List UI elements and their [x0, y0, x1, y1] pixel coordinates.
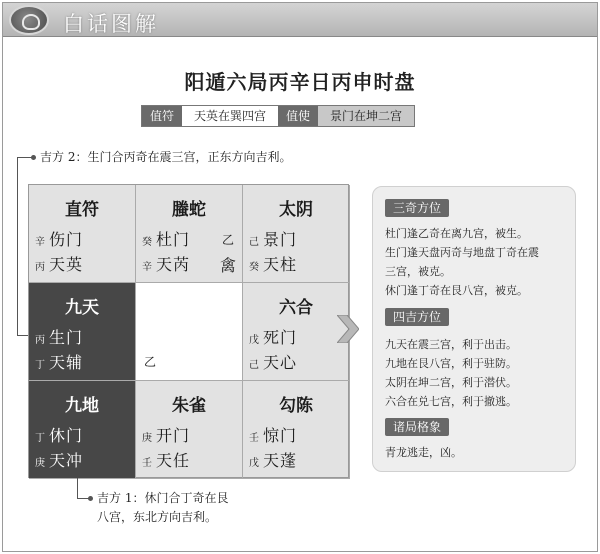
palace-cell-5 [136, 283, 243, 381]
earth-stem: 戊 [249, 458, 259, 469]
palace-cell-9 [243, 381, 350, 479]
palace-deity: 九天 [65, 298, 99, 318]
star: 天任 [156, 451, 191, 470]
star: 天柱 [263, 255, 298, 274]
panel-line: 杜门逢乙奇在离九宫，被生。 [385, 227, 528, 240]
heaven-stem: 己 [249, 237, 259, 248]
analysis-panel [372, 186, 576, 472]
palace-cell-4 [29, 283, 136, 381]
panel-line: 休门逢丁奇在艮八宫，被克。 [385, 284, 528, 297]
panel-line: 生门逢天盘丙奇与地盘丁奇在震 [385, 246, 539, 259]
palace-cell-3 [243, 185, 350, 283]
earth-stem: 丁 [35, 360, 45, 371]
palace-cell-8 [136, 381, 243, 479]
heaven-stem: 丁 [35, 433, 45, 444]
heaven-stem: 壬 [249, 433, 259, 444]
arrow-right-icon [337, 315, 359, 343]
panel-line: 青龙逃走，凶。 [385, 446, 462, 459]
door: 休门 [49, 426, 84, 445]
star: 天芮 [156, 255, 191, 274]
zhifu-label: 值符 [142, 106, 182, 126]
door: 惊门 [263, 426, 298, 445]
panel-line: 六合在兑七宫，利于撤逃。 [385, 395, 517, 408]
logo-icon [9, 5, 49, 35]
palace-cell-2 [136, 185, 243, 283]
star: 天辅 [49, 353, 84, 372]
door: 杜门 [156, 230, 191, 249]
earth-stem: 辛 [142, 262, 152, 273]
palace-cell-1 [29, 185, 136, 283]
door: 死门 [263, 328, 298, 347]
panel-line: 九天在震三宫，利于出击。 [385, 338, 517, 351]
door: 开门 [156, 426, 191, 445]
zhishi-value: 景门在坤二宫 [318, 106, 414, 126]
earth-stem: 壬 [142, 458, 152, 469]
heaven-stem: 丙 [35, 335, 45, 346]
info-bar [141, 105, 415, 127]
leader-line-top-v [17, 157, 18, 335]
note-bottom-line2: 八宫，东北方向吉利。 [97, 510, 218, 524]
palace-cell-7 [29, 381, 136, 479]
panel-line: 三宫，被克。 [385, 265, 451, 278]
section-badge-siji: 四吉方位 [385, 308, 449, 326]
earth-stem: 丙 [35, 262, 45, 273]
heaven-stem: 癸 [142, 237, 152, 248]
page-title: 阳遁六局丙辛日丙申时盘 [184, 70, 416, 94]
earth-stem: 癸 [249, 262, 259, 273]
palace-deity: 六合 [279, 298, 313, 318]
panel-line: 九地在艮八宫，利于驻防。 [385, 357, 517, 370]
panel-line: 太阴在坤二宫，利于潜伏。 [385, 376, 517, 389]
star: 天心 [263, 353, 298, 372]
palace-deity: 朱雀 [172, 396, 206, 416]
star: 天英 [49, 255, 84, 274]
note-bottom-line1: 吉方 1：休门合丁奇在艮 [97, 491, 229, 505]
leader-line-bottom-v [77, 478, 78, 498]
earth-stem: 庚 [35, 458, 45, 469]
door: 景门 [263, 230, 298, 249]
palace-deity: 螣蛇 [172, 200, 206, 220]
palace-deity: 太阴 [279, 200, 313, 220]
star: 天蓬 [263, 451, 298, 470]
zhifu-value: 天英在巽四宫 [182, 106, 278, 126]
header-title: 白话图解 [63, 12, 159, 36]
note-top: 吉方 2：生门合丙奇在震三宫，正东方向吉利。 [40, 150, 292, 164]
door: 生门 [49, 328, 84, 347]
palace-grid [28, 184, 349, 478]
section-badge-geju: 诸局格象 [385, 418, 449, 436]
section-badge-sanqi: 三奇方位 [385, 199, 449, 217]
heaven-stem: 辛 [35, 237, 45, 248]
palace-deity: 九地 [65, 396, 99, 416]
palace-deity: 勾陈 [279, 396, 313, 416]
heaven-stem: 戊 [249, 335, 259, 346]
palace-cell-6 [243, 283, 350, 381]
palace-deity: 直符 [65, 200, 99, 220]
zhishi-label: 值使 [278, 106, 318, 126]
star: 天冲 [49, 451, 84, 470]
extra-stem: 乙 [222, 233, 235, 247]
leader-line-top-h [17, 157, 35, 158]
extra-star: 禽 [220, 256, 237, 275]
header-bar [3, 3, 597, 37]
center-stem: 乙 [144, 355, 157, 369]
heaven-stem: 庚 [142, 433, 152, 444]
leader-dot-bottom [88, 496, 93, 501]
earth-stem: 己 [249, 360, 259, 371]
door: 伤门 [49, 230, 84, 249]
